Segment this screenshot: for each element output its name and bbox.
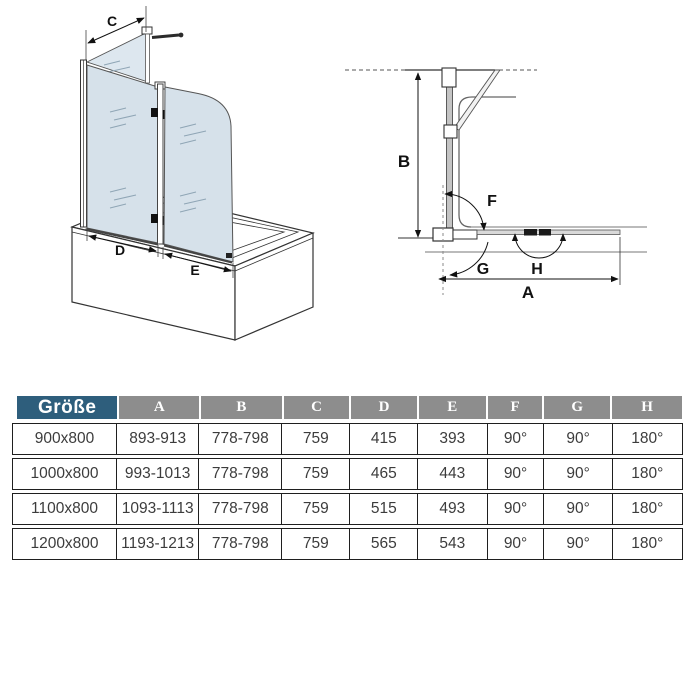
header-g: G	[544, 396, 612, 419]
header-h: H	[612, 396, 682, 419]
cell-d: 565	[349, 529, 417, 559]
header-c: C	[284, 396, 352, 419]
table-row	[12, 528, 683, 560]
header-e: E	[419, 396, 488, 419]
cell-f: 90°	[487, 424, 544, 454]
label-e: E	[190, 262, 200, 278]
table-body	[12, 423, 683, 560]
cell-d: 415	[349, 424, 417, 454]
header-groesse: Größe	[17, 396, 119, 419]
label-f: F	[487, 193, 497, 210]
label-g: G	[476, 261, 490, 278]
hinge-top-icon	[151, 108, 158, 117]
swing-h	[515, 234, 563, 278]
cell-g: 90°	[543, 494, 611, 524]
cell-size: 1100x800	[31, 500, 98, 517]
cell-f: 90°	[487, 494, 544, 524]
bath-screen-perspective-diagram	[40, 0, 360, 370]
cell-size: 1000x800	[30, 465, 99, 482]
cell-e: 393	[417, 424, 487, 454]
cell-a: 993-1013	[116, 459, 198, 489]
cell-d: 465	[349, 459, 417, 489]
hinge-mark-icon	[524, 229, 537, 236]
cell-g: 90°	[543, 459, 611, 489]
hinge-bottom-icon	[151, 214, 158, 223]
angle-g	[450, 242, 489, 278]
header-b: B	[201, 396, 283, 419]
glass-panel-2	[164, 87, 233, 263]
cell-c: 759	[281, 494, 349, 524]
cell-b: 778-798	[198, 529, 281, 559]
top-support-bar	[142, 27, 183, 83]
cell-e: 493	[417, 494, 487, 524]
cell-g: 90°	[543, 529, 611, 559]
wall-profile	[81, 60, 87, 227]
table-row	[12, 458, 683, 490]
bath-screen-schematic-diagram	[340, 45, 670, 305]
header-d: D	[351, 396, 418, 419]
cell-h: 180°	[612, 529, 682, 559]
cell-c: 759	[281, 459, 349, 489]
cell-d: 515	[349, 494, 417, 524]
cell-f: 90°	[487, 459, 544, 489]
cell-h: 180°	[612, 494, 682, 524]
cell-c: 759	[281, 529, 349, 559]
label-h: H	[531, 261, 543, 278]
label-c: C	[106, 13, 118, 29]
table-row	[12, 423, 683, 455]
dimension-a	[439, 237, 620, 302]
label-d: D	[114, 242, 126, 258]
header-f: F	[488, 396, 545, 419]
cell-h: 180°	[612, 459, 682, 489]
cell-size: 1200x800	[30, 535, 99, 552]
cell-g: 90°	[543, 424, 611, 454]
cell-size: 900x800	[34, 430, 95, 447]
cell-c: 759	[281, 424, 349, 454]
support-bar-profile	[454, 70, 500, 130]
cell-a: 893-913	[116, 424, 198, 454]
dimension-b	[398, 73, 418, 237]
header-a: A	[119, 396, 201, 419]
cell-b: 778-798	[198, 494, 281, 524]
cell-b: 778-798	[198, 459, 281, 489]
cell-a: 1093-1113	[116, 494, 198, 524]
table-row	[12, 493, 683, 525]
cell-e: 543	[417, 529, 487, 559]
cell-h: 180°	[612, 424, 682, 454]
pivot-and-rail	[398, 228, 620, 241]
label-b: B	[397, 152, 411, 171]
size-spec-table	[12, 396, 683, 563]
label-a: A	[521, 283, 535, 302]
cell-b: 778-798	[198, 424, 281, 454]
table-header-row	[17, 396, 682, 419]
cell-e: 443	[417, 459, 487, 489]
glass-panel-1	[87, 65, 158, 245]
cell-f: 90°	[487, 529, 544, 559]
cell-a: 1193-1213	[116, 529, 198, 559]
